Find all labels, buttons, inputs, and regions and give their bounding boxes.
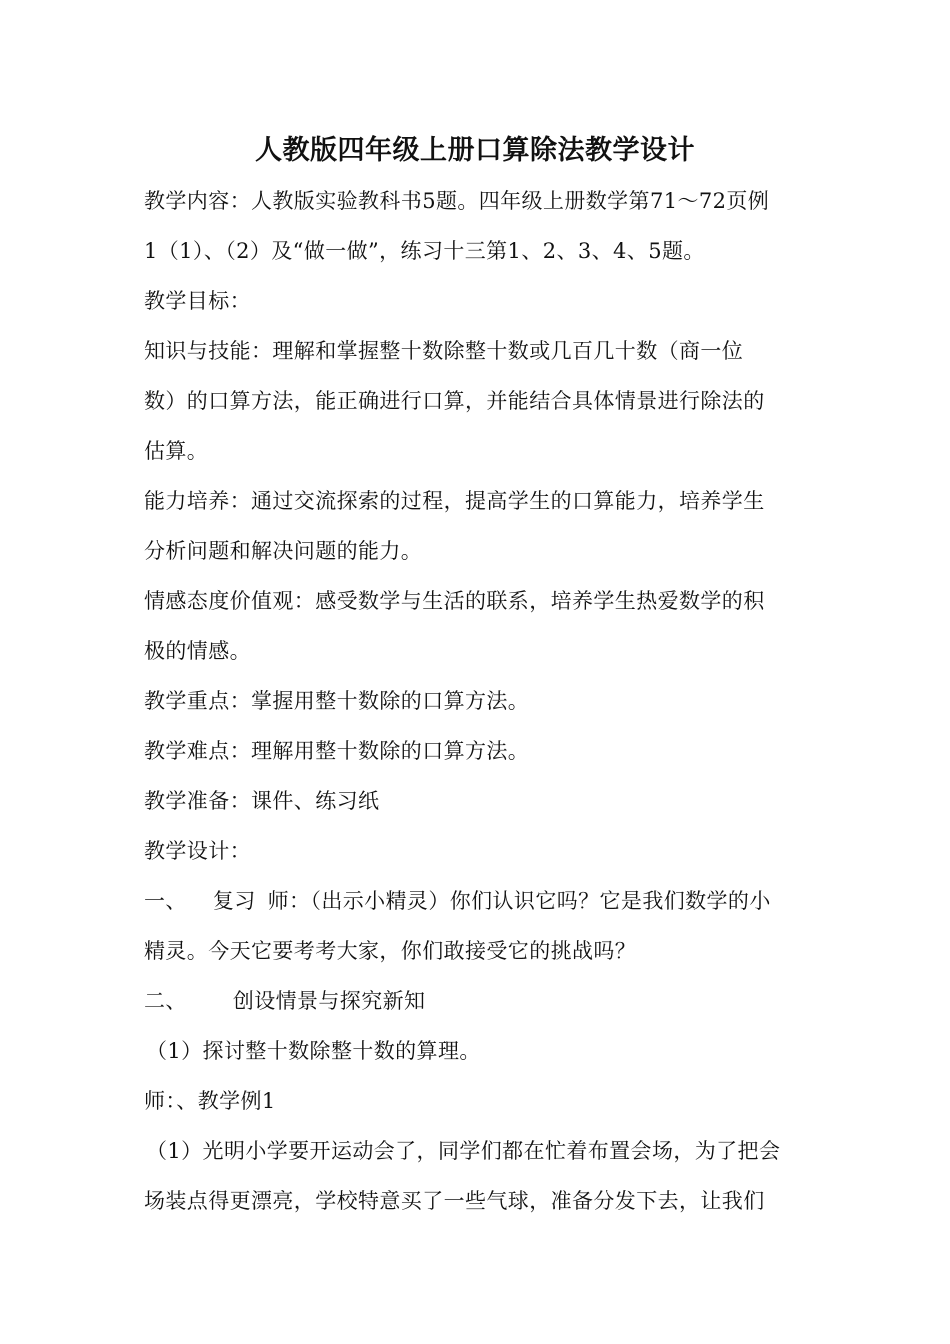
document-title: 人教版四年级上册口算除法教学设计	[255, 135, 695, 166]
paragraph-line: 数）的口算方法，能正确进行口算，并能结合具体情景进行除法的	[144, 389, 765, 413]
section-heading: 创设情景与探究新知	[232, 989, 426, 1013]
section-heading: 复习	[212, 889, 256, 913]
paragraph-line: 教学内容：人教版实验教科书5题。四年级上册数学第71～72页例	[144, 189, 770, 213]
section-number: 二、	[144, 989, 187, 1013]
paragraph-line: 教学设计：	[144, 839, 251, 863]
section-text: 师：（出示小精灵）你们认识它吗？它是我们数学的小	[267, 889, 771, 913]
paragraph-line: 极的情感。	[144, 639, 251, 663]
paragraph-line: （1）光明小学要开运动会了，同学们都在忙着布置会场，为了把会	[146, 1139, 781, 1163]
paragraph-line: 能力培养：通过交流探索的过程，提高学生的口算能力，培养学生	[144, 489, 765, 513]
paragraph-line: 场装点得更漂亮，学校特意买了一些气球，准备分发下去，让我们	[144, 1189, 765, 1213]
paragraph-line: 1（1）、（2）及“做一做”，练习十三第1、2、3、4、5题。	[144, 239, 705, 263]
section-one-line	[144, 886, 771, 916]
paragraph-line: 教学重点：掌握用整十数除的口算方法。	[144, 689, 530, 713]
paragraph-line: 情感态度价值观：感受数学与生活的联系，培养学生热爱数学的积	[144, 589, 765, 613]
paragraph-line: 精灵。今天它要考考大家，你们敢接受它的挑战吗？	[144, 939, 637, 963]
section-number: 一、	[144, 889, 187, 913]
paragraph-line: 分析问题和解决问题的能力。	[144, 539, 423, 563]
paragraph-line: 教学难点：理解用整十数除的口算方法。	[144, 739, 530, 763]
paragraph-line: 教学目标：	[144, 289, 251, 313]
paragraph-line: 知识与技能：理解和掌握整十数除整十数或几百几十数（商一位	[144, 339, 744, 363]
paragraph-line: 估算。	[144, 439, 209, 463]
paragraph-line: 教学准备：课件、练习纸	[144, 789, 380, 813]
paragraph-line: （1）探讨整十数除整十数的算理。	[146, 1039, 481, 1063]
paragraph-line: 师：、教学例1	[144, 1089, 276, 1113]
section-two-line	[144, 986, 425, 1016]
